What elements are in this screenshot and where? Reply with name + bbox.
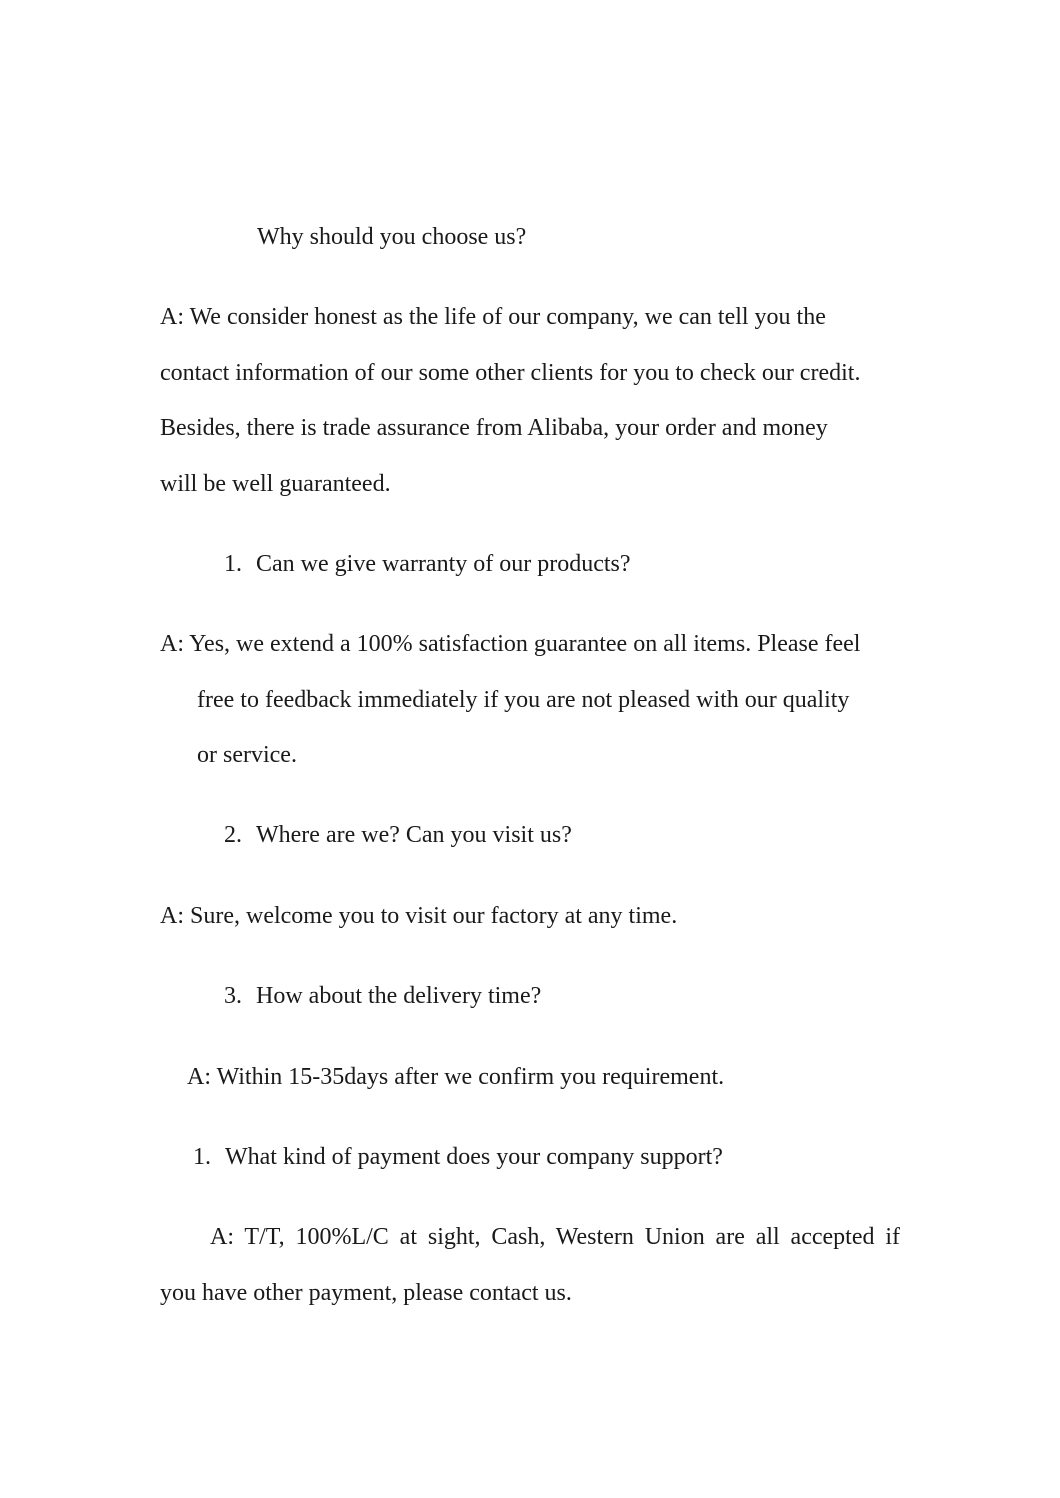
answer-honesty-line-2: contact information of our some other clients for you to check our credit.: [160, 360, 861, 386]
answer-honesty-line-1: A: We consider honest as the life of our company, we can tell you the: [160, 304, 826, 330]
question-number: 1.: [224, 551, 242, 577]
question-number: 2.: [224, 822, 242, 848]
question-number: 3.: [224, 983, 242, 1009]
answer-payment-line-1: A: T/T, 100%L/C at sight, Cash, Western Union are all accepted if: [210, 1224, 900, 1250]
question-warranty: [224, 549, 631, 579]
answer-honesty-line-3: Besides, there is trade assurance from Alibaba, your order and money: [160, 415, 828, 441]
question-text: What kind of payment does your company support?: [225, 1144, 723, 1170]
answer-delivery: A: Within 15-35days after we confirm you requirement.: [187, 1064, 725, 1090]
answer-warranty-line-2: free to feedback immediately if you are not pleased with our quality: [197, 687, 850, 713]
answer-warranty-line-1: A: Yes, we extend a 100% satisfaction guarantee on all items. Please feel: [160, 631, 861, 657]
answer-payment-line-2: you have other payment, please contact us.: [160, 1280, 572, 1306]
question-text: How about the delivery time?: [256, 983, 542, 1009]
question-delivery: [224, 981, 541, 1011]
answer-warranty-line-3: or service.: [197, 742, 297, 768]
faq-heading: Why should you choose us?: [257, 224, 527, 250]
question-text: Where are we? Can you visit us?: [256, 822, 572, 848]
question-location: [224, 820, 572, 850]
question-payment: [193, 1142, 723, 1172]
answer-honesty-line-4: will be well guaranteed.: [160, 471, 391, 497]
answer-visit: A: Sure, welcome you to visit our factory at any time.: [160, 903, 678, 929]
question-number: 1.: [193, 1144, 211, 1170]
question-text: Can we give warranty of our products?: [256, 551, 631, 577]
